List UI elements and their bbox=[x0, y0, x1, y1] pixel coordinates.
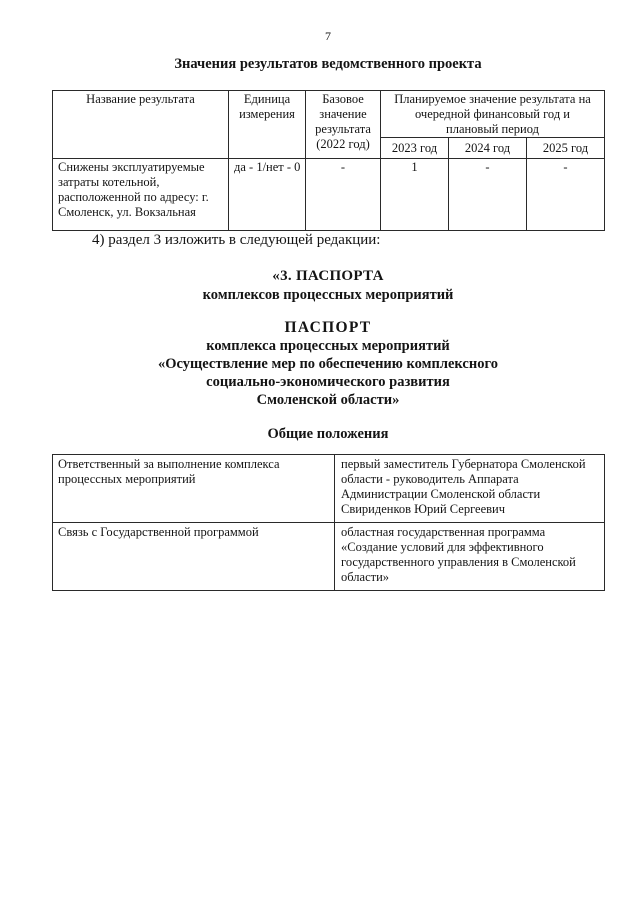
header-unit bbox=[229, 91, 306, 159]
cell-line: затраты котельной, bbox=[58, 175, 160, 189]
cell-line: первый заместитель Губернатора Смоленской bbox=[341, 457, 586, 471]
header-line: Планируемое значение результата на bbox=[394, 92, 591, 106]
cell-value-2024: - bbox=[449, 159, 527, 231]
header-base-value bbox=[306, 91, 381, 159]
table-row bbox=[53, 523, 605, 591]
cell-line: Ответственный за выполнение комплекса bbox=[58, 457, 280, 471]
header-line: очередной финансовый год и bbox=[414, 107, 571, 121]
cell-line: Смоленск, ул. Вокзальная bbox=[58, 205, 196, 219]
results-table bbox=[52, 90, 605, 231]
cell-label-responsible bbox=[53, 455, 335, 523]
header-year-2023: 2023 год bbox=[381, 138, 449, 159]
header-line: плановый период bbox=[446, 122, 539, 136]
header-line: Базовое bbox=[322, 92, 364, 106]
passport-title-line: Смоленской области» bbox=[256, 392, 400, 408]
header-planned-value bbox=[381, 91, 605, 138]
cell-line: государственного управления в Смоленской bbox=[341, 555, 576, 569]
cell-line: «Создание условий для эффективного bbox=[341, 540, 544, 554]
passport-title bbox=[52, 337, 604, 409]
header-year-2025: 2025 год bbox=[527, 138, 605, 159]
cell-value-2025: - bbox=[527, 159, 605, 231]
general-provisions-table bbox=[52, 454, 605, 591]
section3-subheading: комплексов процессных мероприятий bbox=[202, 287, 454, 303]
table-header-row bbox=[53, 91, 605, 138]
table-row bbox=[53, 159, 605, 231]
cell-unit bbox=[229, 159, 306, 231]
cell-value-responsible bbox=[335, 455, 605, 523]
page-number: 7 bbox=[325, 29, 331, 43]
cell-value-program-link bbox=[335, 523, 605, 591]
passport-title-line: социально-экономического развития bbox=[206, 374, 450, 390]
cell-base-value: - bbox=[306, 159, 381, 231]
header-line: измерения bbox=[239, 107, 295, 121]
header-line: результата bbox=[315, 122, 371, 136]
section3-heading: «3. ПАСПОРТА bbox=[272, 268, 384, 284]
header-line: Название результата bbox=[86, 92, 195, 106]
cell-line: областная государственная программа bbox=[341, 525, 546, 539]
passport-title-line: «Осуществление мер по обеспечению комплексного bbox=[158, 356, 498, 372]
cell-line: расположенной по адресу: г. bbox=[58, 190, 209, 204]
header-line: (2022 год) bbox=[316, 137, 370, 151]
cell-line: Снижены эксплуатируемые bbox=[58, 160, 205, 174]
cell-result-name bbox=[53, 159, 229, 231]
cell-line: процессных мероприятий bbox=[58, 472, 196, 486]
header-line: значение bbox=[319, 107, 367, 121]
cell-line: Свириденков Юрий Сергеевич bbox=[341, 502, 506, 516]
cell-value-2023: 1 bbox=[381, 159, 449, 231]
header-year-2024: 2024 год bbox=[449, 138, 527, 159]
passport-heading: ПАСПОРТ bbox=[284, 319, 372, 336]
header-line: Единица bbox=[243, 92, 291, 106]
instruction-text: 4) раздел 3 изложить в следующей редакции: bbox=[92, 232, 381, 248]
section-title: Значения результатов ведомственного проекта bbox=[174, 56, 482, 72]
cell-label-program-link bbox=[53, 523, 335, 591]
cell-line: Связь с Государственной программой bbox=[58, 525, 259, 539]
cell-line: области - руководитель Аппарата bbox=[341, 472, 519, 486]
passport-title-line: комплекса процессных мероприятий bbox=[206, 338, 450, 354]
general-provisions-heading: Общие положения bbox=[267, 426, 389, 442]
cell-line: да - 1/нет - 0 bbox=[234, 160, 301, 174]
header-result-name bbox=[53, 91, 229, 159]
cell-line: области» bbox=[341, 570, 390, 584]
cell-line: Администрации Смоленской области bbox=[341, 487, 541, 501]
table-row bbox=[53, 455, 605, 523]
